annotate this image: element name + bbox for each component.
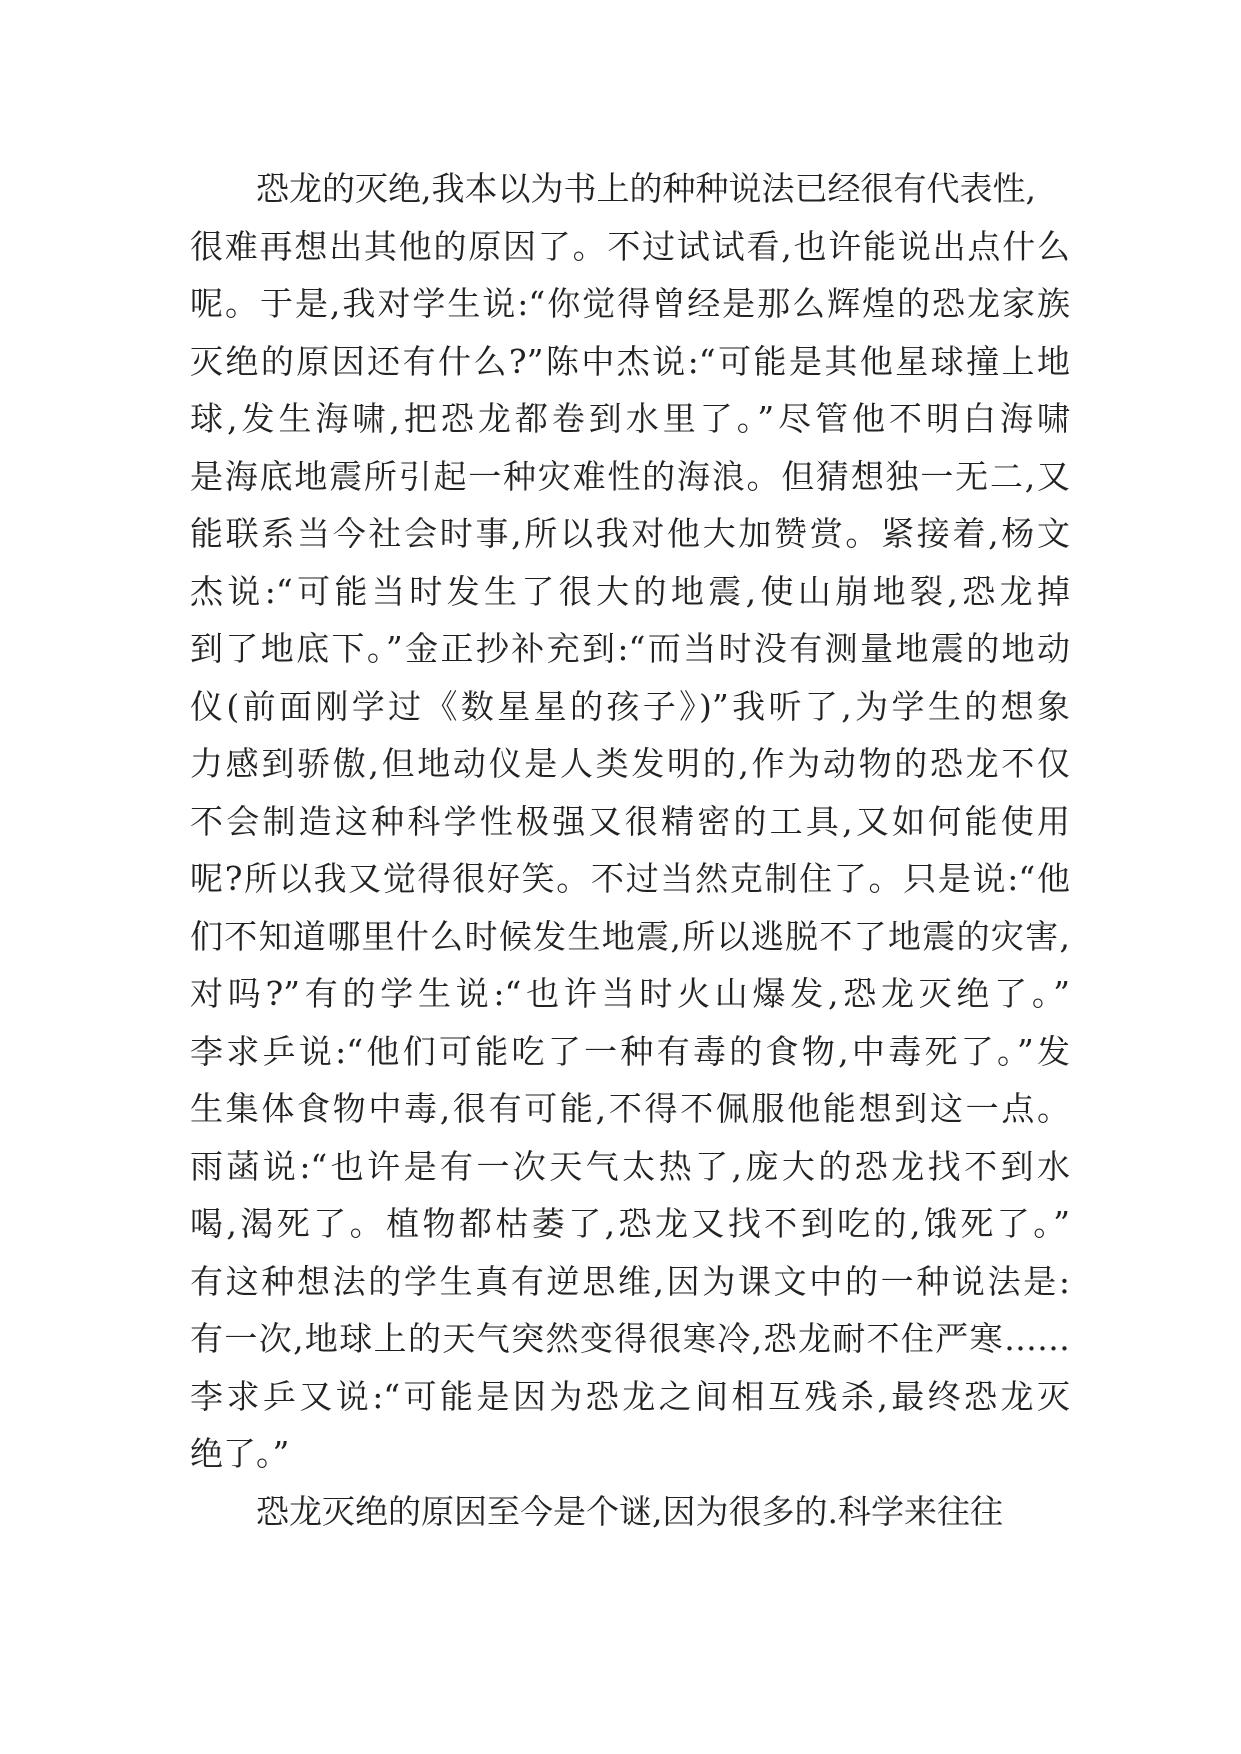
text-line: 恐龙的灭绝,我本以为书上的种种说法已经很有代表性, — [256, 169, 1036, 208]
text-line: 呢。于是,我对学生说:“你觉得曾经是那么辉煌的恐龙家族 — [190, 284, 1070, 323]
text-line: 仪(前面刚学过《数星星的孩子》)”我听了,为学生的想象 — [190, 686, 1070, 726]
text-line: 李求乒又说:“可能是因为恐龙之间相互残杀,最终恐龙灭 — [190, 1376, 1070, 1416]
text-line: 呢?所以我又觉得很好笑。不过当然克制住了。只是说:“他 — [190, 859, 1070, 898]
text-line: 有一次,地球上的天气突然变得很寒冷,恐龙耐不住严寒…… — [190, 1319, 1070, 1358]
text-line: 不会制造这种科学性极强又很精密的工具,又如何能使用 — [190, 801, 1070, 841]
text-line: 是海底地震所引起一种灾难性的海浪。但猜想独一无二,又 — [190, 456, 1070, 496]
text-line: 李求乒说:“他们可能吃了一种有毒的食物,中毒死了。”发 — [190, 1031, 1070, 1071]
body-text — [190, 160, 1070, 1540]
text-line: 杰说:“可能当时发生了很大的地震,使山崩地裂,恐龙掉 — [190, 571, 1070, 611]
text-line: 力感到骄傲,但地动仪是人类发明的,作为动物的恐龙不仅 — [190, 744, 1070, 783]
text-line: 们不知道哪里什么时候发生地震,所以逃脱不了地震的灾害, — [190, 916, 1070, 956]
text-line: 喝,渴死了。植物都枯萎了,恐龙又找不到吃的,饿死了。” — [190, 1204, 1070, 1243]
text-line: 球,发生海啸,把恐龙都卷到水里了。”尽管他不明白海啸 — [190, 399, 1070, 438]
text-line: 雨菡说:“也许是有一次天气太热了,庞大的恐龙找不到水 — [190, 1146, 1070, 1186]
text-line: 恐龙灭绝的原因至今是个谜,因为很多的.科学来往往 — [256, 1491, 1003, 1531]
text-line: 有这种想法的学生真有逆思维,因为课文中的一种说法是: — [190, 1261, 1070, 1301]
text-line: 灭绝的原因还有什么?”陈中杰说:“可能是其他星球撞上地 — [190, 341, 1070, 381]
text-line: 到了地底下。”金正抄补充到:“而当时没有测量地震的地动 — [190, 629, 1070, 668]
text-line: 能联系当今社会时事,所以我对他大加赞赏。紧接着,杨文 — [190, 514, 1070, 553]
text-line: 很难再想出其他的原因了。不过试试看,也许能说出点什么 — [190, 226, 1070, 266]
text-line: 生集体食物中毒,很有可能,不得不佩服他能想到这一点。 — [190, 1089, 1070, 1128]
text-line: 对吗?”有的学生说:“也许当时火山爆发,恐龙灭绝了。” — [190, 974, 1070, 1013]
text-line: 绝了。” — [190, 1434, 290, 1473]
